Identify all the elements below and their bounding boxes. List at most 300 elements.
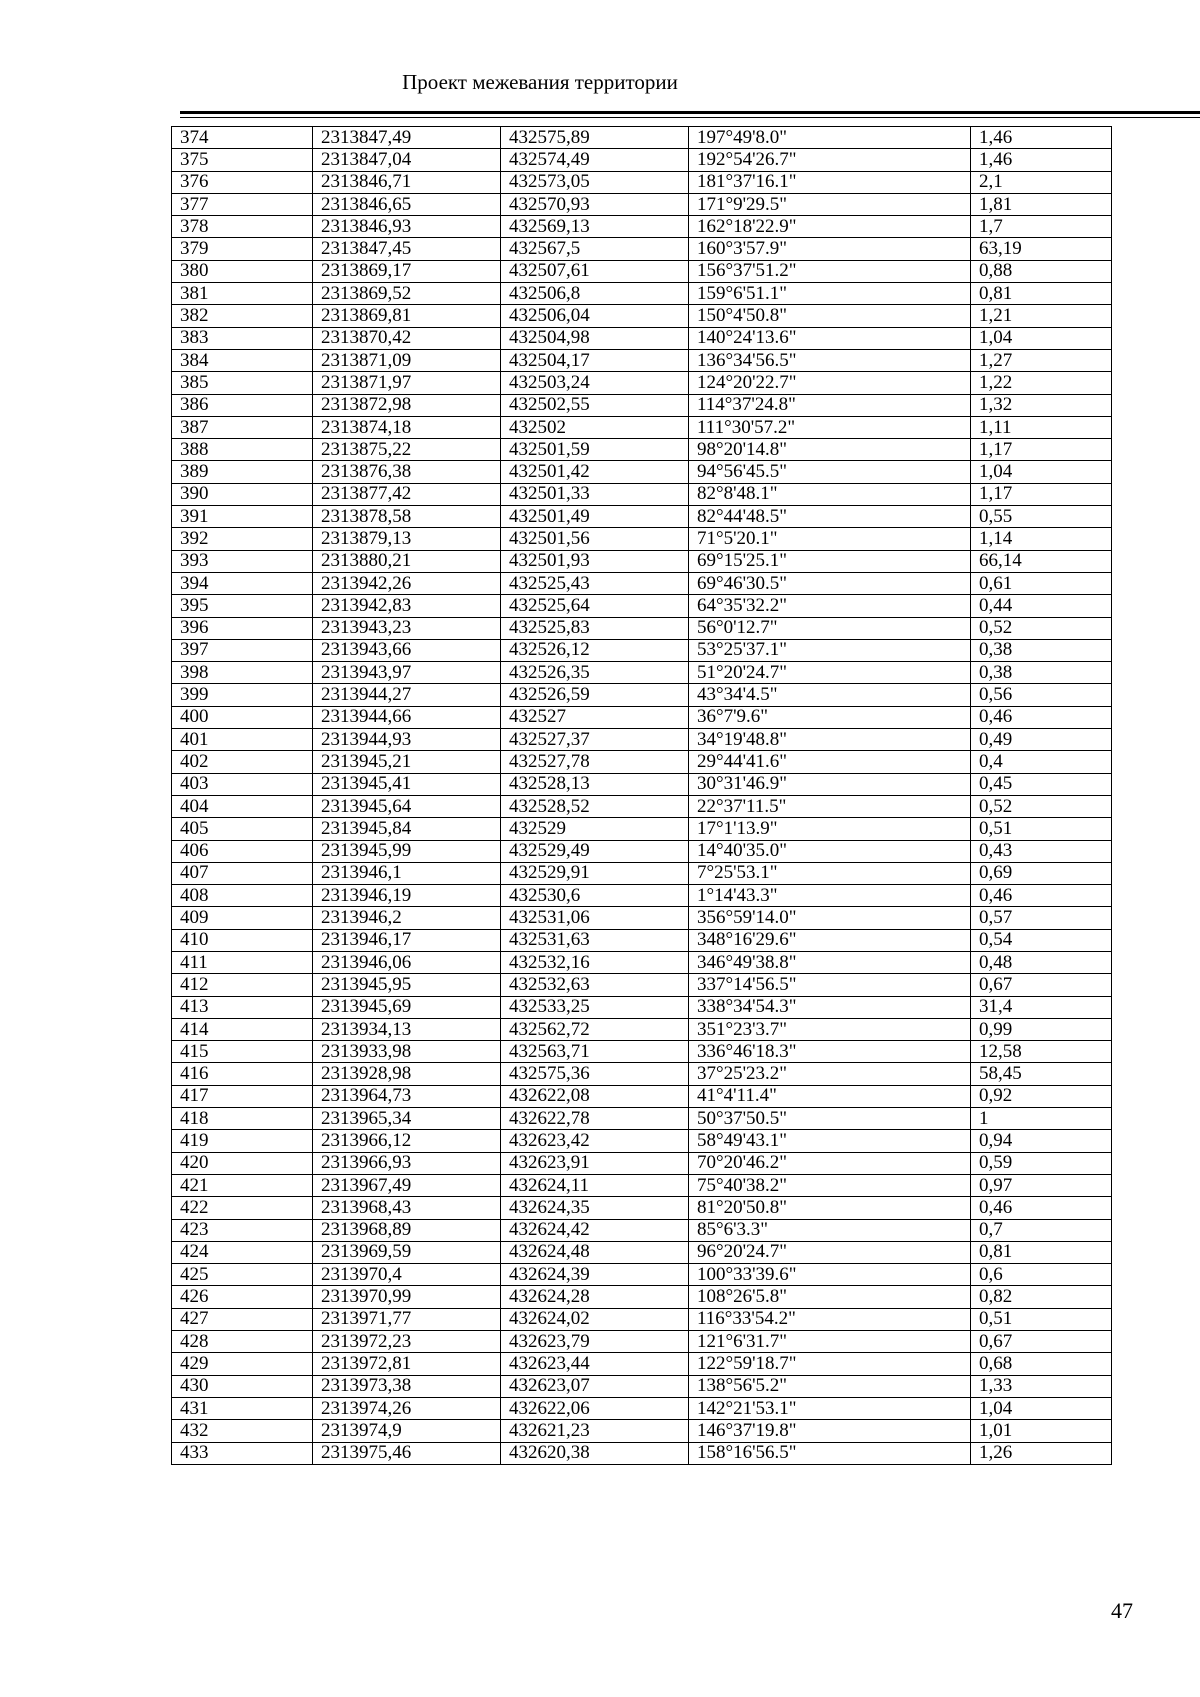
x-coordinate-cell: 2313944,27 [313, 684, 501, 706]
distance-cell: 66,14 [971, 550, 1112, 572]
bearing-cell: 162°18'22.9" [689, 216, 971, 238]
bearing-cell: 81°20'50.8" [689, 1197, 971, 1219]
y-coordinate-cell: 432624,39 [501, 1264, 689, 1286]
point-number-cell: 400 [172, 706, 313, 728]
table-row [172, 1018, 1112, 1040]
x-coordinate-cell: 2313944,93 [313, 729, 501, 751]
x-coordinate-cell: 2313869,17 [313, 260, 501, 282]
distance-cell: 0,97 [971, 1174, 1112, 1196]
table-row [172, 1108, 1112, 1130]
x-coordinate-cell: 2313879,13 [313, 528, 501, 550]
x-coordinate-cell: 2313846,65 [313, 193, 501, 215]
distance-cell: 0,55 [971, 506, 1112, 528]
y-coordinate-cell: 432622,06 [501, 1397, 689, 1419]
y-coordinate-cell: 432527 [501, 706, 689, 728]
y-coordinate-cell: 432623,44 [501, 1353, 689, 1375]
table-row [172, 305, 1112, 327]
bearing-cell: 336°46'18.3" [689, 1041, 971, 1063]
table-row [172, 283, 1112, 305]
table-row [172, 595, 1112, 617]
point-number-cell: 433 [172, 1442, 313, 1464]
bearing-cell: 41°4'11.4" [689, 1085, 971, 1107]
table-row [172, 149, 1112, 171]
distance-cell: 0,67 [971, 1331, 1112, 1353]
distance-cell: 1,81 [971, 193, 1112, 215]
bearing-cell: 108°26'5.8" [689, 1286, 971, 1308]
point-number-cell: 415 [172, 1041, 313, 1063]
table-row [172, 929, 1112, 951]
page-header: Проект межевания территории [402, 70, 678, 94]
y-coordinate-cell: 432501,49 [501, 506, 689, 528]
bearing-cell: 100°33'39.6" [689, 1264, 971, 1286]
y-coordinate-cell: 432526,35 [501, 662, 689, 684]
distance-cell: 0,45 [971, 773, 1112, 795]
table-row [172, 795, 1112, 817]
table-row [172, 1219, 1112, 1241]
distance-cell: 0,46 [971, 1197, 1112, 1219]
point-number-cell: 379 [172, 238, 313, 260]
x-coordinate-cell: 2313846,93 [313, 216, 501, 238]
table-row [172, 1085, 1112, 1107]
table-row [172, 238, 1112, 260]
x-coordinate-cell: 2313946,2 [313, 907, 501, 929]
x-coordinate-cell: 2313945,84 [313, 818, 501, 840]
page-number: 47 [1111, 1598, 1133, 1623]
table-row [172, 528, 1112, 550]
bearing-cell: 22°37'11.5" [689, 795, 971, 817]
x-coordinate-cell: 2313847,04 [313, 149, 501, 171]
point-number-cell: 423 [172, 1219, 313, 1241]
y-coordinate-cell: 432624,42 [501, 1219, 689, 1241]
distance-cell: 1,33 [971, 1375, 1112, 1397]
x-coordinate-cell: 2313946,19 [313, 885, 501, 907]
table-row [172, 193, 1112, 215]
x-coordinate-cell: 2313964,73 [313, 1085, 501, 1107]
x-coordinate-cell: 2313946,1 [313, 862, 501, 884]
point-number-cell: 428 [172, 1331, 313, 1353]
distance-cell: 1,32 [971, 394, 1112, 416]
point-number-cell: 411 [172, 951, 313, 973]
point-number-cell: 387 [172, 416, 313, 438]
table-row [172, 639, 1112, 661]
y-coordinate-cell: 432575,89 [501, 127, 689, 149]
bearing-cell: 98°20'14.8" [689, 439, 971, 461]
bearing-cell: 7°25'53.1" [689, 862, 971, 884]
distance-cell: 1,22 [971, 372, 1112, 394]
bearing-cell: 122°59'18.7" [689, 1353, 971, 1375]
point-number-cell: 419 [172, 1130, 313, 1152]
y-coordinate-cell: 432530,6 [501, 885, 689, 907]
table-row [172, 1397, 1112, 1419]
point-number-cell: 381 [172, 283, 313, 305]
point-number-cell: 414 [172, 1018, 313, 1040]
point-number-cell: 416 [172, 1063, 313, 1085]
x-coordinate-cell: 2313869,81 [313, 305, 501, 327]
distance-cell: 0,38 [971, 662, 1112, 684]
table-row [172, 171, 1112, 193]
table-row [172, 662, 1112, 684]
point-number-cell: 377 [172, 193, 313, 215]
y-coordinate-cell: 432620,38 [501, 1442, 689, 1464]
distance-cell: 1 [971, 1108, 1112, 1130]
table-row [172, 439, 1112, 461]
table-row [172, 684, 1112, 706]
bearing-cell: 1°14'43.3" [689, 885, 971, 907]
x-coordinate-cell: 2313872,98 [313, 394, 501, 416]
x-coordinate-cell: 2313970,4 [313, 1264, 501, 1286]
point-number-cell: 394 [172, 572, 313, 594]
distance-cell: 0,51 [971, 818, 1112, 840]
x-coordinate-cell: 2313945,21 [313, 751, 501, 773]
point-number-cell: 405 [172, 818, 313, 840]
table-row [172, 862, 1112, 884]
x-coordinate-cell: 2313945,69 [313, 996, 501, 1018]
distance-cell: 12,58 [971, 1041, 1112, 1063]
point-number-cell: 410 [172, 929, 313, 951]
table-row [172, 1174, 1112, 1196]
bearing-cell: 160°3'57.9" [689, 238, 971, 260]
point-number-cell: 412 [172, 974, 313, 996]
bearing-cell: 124°20'22.7" [689, 372, 971, 394]
y-coordinate-cell: 432575,36 [501, 1063, 689, 1085]
distance-cell: 1,17 [971, 439, 1112, 461]
point-number-cell: 427 [172, 1308, 313, 1330]
y-coordinate-cell: 432622,08 [501, 1085, 689, 1107]
distance-cell: 0,82 [971, 1286, 1112, 1308]
distance-cell: 2,1 [971, 171, 1112, 193]
y-coordinate-cell: 432506,8 [501, 283, 689, 305]
x-coordinate-cell: 2313966,12 [313, 1130, 501, 1152]
table-row [172, 1241, 1112, 1263]
point-number-cell: 374 [172, 127, 313, 149]
y-coordinate-cell: 432623,79 [501, 1331, 689, 1353]
x-coordinate-cell: 2313847,45 [313, 238, 501, 260]
distance-cell: 0,68 [971, 1353, 1112, 1375]
bearing-cell: 348°16'29.6" [689, 929, 971, 951]
bearing-cell: 192°54'26.7" [689, 149, 971, 171]
table-row [172, 840, 1112, 862]
bearing-cell: 75°40'38.2" [689, 1174, 971, 1196]
y-coordinate-cell: 432624,11 [501, 1174, 689, 1196]
x-coordinate-cell: 2313975,46 [313, 1442, 501, 1464]
table-row [172, 773, 1112, 795]
table-row [172, 951, 1112, 973]
bearing-cell: 114°37'24.8" [689, 394, 971, 416]
point-number-cell: 413 [172, 996, 313, 1018]
bearing-cell: 56°0'12.7" [689, 617, 971, 639]
point-number-cell: 402 [172, 751, 313, 773]
x-coordinate-cell: 2313972,23 [313, 1331, 501, 1353]
x-coordinate-cell: 2313846,71 [313, 171, 501, 193]
bearing-cell: 69°46'30.5" [689, 572, 971, 594]
distance-cell: 1,26 [971, 1442, 1112, 1464]
y-coordinate-cell: 432529 [501, 818, 689, 840]
distance-cell: 0,94 [971, 1130, 1112, 1152]
y-coordinate-cell: 432526,12 [501, 639, 689, 661]
y-coordinate-cell: 432501,59 [501, 439, 689, 461]
x-coordinate-cell: 2313946,06 [313, 951, 501, 973]
table-row [172, 372, 1112, 394]
bearing-cell: 146°37'19.8" [689, 1420, 971, 1442]
table-row [172, 216, 1112, 238]
bearing-cell: 156°37'51.2" [689, 260, 971, 282]
point-number-cell: 382 [172, 305, 313, 327]
y-coordinate-cell: 432622,78 [501, 1108, 689, 1130]
x-coordinate-cell: 2313973,38 [313, 1375, 501, 1397]
point-number-cell: 408 [172, 885, 313, 907]
y-coordinate-cell: 432623,07 [501, 1375, 689, 1397]
point-number-cell: 399 [172, 684, 313, 706]
x-coordinate-cell: 2313943,66 [313, 639, 501, 661]
y-coordinate-cell: 432529,49 [501, 840, 689, 862]
bearing-cell: 58°49'43.1" [689, 1130, 971, 1152]
distance-cell: 1,7 [971, 216, 1112, 238]
distance-cell: 0,51 [971, 1308, 1112, 1330]
point-number-cell: 395 [172, 595, 313, 617]
distance-cell: 0,46 [971, 885, 1112, 907]
bearing-cell: 82°8'48.1" [689, 483, 971, 505]
y-coordinate-cell: 432528,13 [501, 773, 689, 795]
x-coordinate-cell: 2313971,77 [313, 1308, 501, 1330]
bearing-cell: 96°20'24.7" [689, 1241, 971, 1263]
x-coordinate-cell: 2313974,26 [313, 1397, 501, 1419]
point-number-cell: 388 [172, 439, 313, 461]
x-coordinate-cell: 2313945,41 [313, 773, 501, 795]
distance-cell: 1,27 [971, 349, 1112, 371]
point-number-cell: 424 [172, 1241, 313, 1263]
y-coordinate-cell: 432501,42 [501, 461, 689, 483]
distance-cell: 0,6 [971, 1264, 1112, 1286]
table-row [172, 327, 1112, 349]
distance-cell: 0,43 [971, 840, 1112, 862]
bearing-cell: 82°44'48.5" [689, 506, 971, 528]
distance-cell: 1,04 [971, 461, 1112, 483]
x-coordinate-cell: 2313967,49 [313, 1174, 501, 1196]
x-coordinate-cell: 2313877,42 [313, 483, 501, 505]
y-coordinate-cell: 432504,98 [501, 327, 689, 349]
y-coordinate-cell: 432526,59 [501, 684, 689, 706]
distance-cell: 0,67 [971, 974, 1112, 996]
bearing-cell: 17°1'13.9" [689, 818, 971, 840]
y-coordinate-cell: 432573,05 [501, 171, 689, 193]
y-coordinate-cell: 432501,33 [501, 483, 689, 505]
point-number-cell: 375 [172, 149, 313, 171]
table-row [172, 974, 1112, 996]
table-row [172, 1308, 1112, 1330]
point-number-cell: 429 [172, 1353, 313, 1375]
y-coordinate-cell: 432502,55 [501, 394, 689, 416]
y-coordinate-cell: 432528,52 [501, 795, 689, 817]
distance-cell: 0,7 [971, 1219, 1112, 1241]
point-number-cell: 422 [172, 1197, 313, 1219]
bearing-cell: 51°20'24.7" [689, 662, 971, 684]
bearing-cell: 43°34'4.5" [689, 684, 971, 706]
bearing-cell: 53°25'37.1" [689, 639, 971, 661]
table-row [172, 1286, 1112, 1308]
x-coordinate-cell: 2313968,43 [313, 1197, 501, 1219]
y-coordinate-cell: 432501,93 [501, 550, 689, 572]
table-row [172, 885, 1112, 907]
point-number-cell: 380 [172, 260, 313, 282]
y-coordinate-cell: 432574,49 [501, 149, 689, 171]
table-row [172, 1442, 1112, 1464]
distance-cell: 0,88 [971, 260, 1112, 282]
table-row [172, 1420, 1112, 1442]
bearing-cell: 116°33'54.2" [689, 1308, 971, 1330]
point-number-cell: 396 [172, 617, 313, 639]
table-row [172, 550, 1112, 572]
bearing-cell: 121°6'31.7" [689, 1331, 971, 1353]
distance-cell: 1,01 [971, 1420, 1112, 1442]
point-number-cell: 432 [172, 1420, 313, 1442]
x-coordinate-cell: 2313942,26 [313, 572, 501, 594]
point-number-cell: 401 [172, 729, 313, 751]
x-coordinate-cell: 2313847,49 [313, 127, 501, 149]
point-number-cell: 404 [172, 795, 313, 817]
table-row [172, 127, 1112, 149]
point-number-cell: 420 [172, 1152, 313, 1174]
y-coordinate-cell: 432569,13 [501, 216, 689, 238]
y-coordinate-cell: 432501,56 [501, 528, 689, 550]
table-row [172, 729, 1112, 751]
y-coordinate-cell: 432570,93 [501, 193, 689, 215]
distance-cell: 0,4 [971, 751, 1112, 773]
x-coordinate-cell: 2313871,97 [313, 372, 501, 394]
distance-cell: 1,11 [971, 416, 1112, 438]
y-coordinate-cell: 432529,91 [501, 862, 689, 884]
bearing-cell: 85°6'3.3" [689, 1219, 971, 1241]
x-coordinate-cell: 2313876,38 [313, 461, 501, 483]
y-coordinate-cell: 432527,78 [501, 751, 689, 773]
x-coordinate-cell: 2313880,21 [313, 550, 501, 572]
bearing-cell: 181°37'16.1" [689, 171, 971, 193]
y-coordinate-cell: 432531,63 [501, 929, 689, 951]
y-coordinate-cell: 432533,25 [501, 996, 689, 1018]
y-coordinate-cell: 432532,16 [501, 951, 689, 973]
y-coordinate-cell: 432525,43 [501, 572, 689, 594]
point-number-cell: 430 [172, 1375, 313, 1397]
table-row [172, 349, 1112, 371]
distance-cell: 31,4 [971, 996, 1112, 1018]
x-coordinate-cell: 2313944,66 [313, 706, 501, 728]
bearing-cell: 356°59'14.0" [689, 907, 971, 929]
x-coordinate-cell: 2313942,83 [313, 595, 501, 617]
distance-cell: 0,54 [971, 929, 1112, 951]
point-number-cell: 392 [172, 528, 313, 550]
x-coordinate-cell: 2313946,17 [313, 929, 501, 951]
table-row [172, 818, 1112, 840]
distance-cell: 0,92 [971, 1085, 1112, 1107]
bearing-cell: 111°30'57.2" [689, 416, 971, 438]
x-coordinate-cell: 2313934,13 [313, 1018, 501, 1040]
x-coordinate-cell: 2313943,97 [313, 662, 501, 684]
bearing-cell: 69°15'25.1" [689, 550, 971, 572]
y-coordinate-cell: 432623,42 [501, 1130, 689, 1152]
y-coordinate-cell: 432527,37 [501, 729, 689, 751]
y-coordinate-cell: 432624,28 [501, 1286, 689, 1308]
distance-cell: 0,57 [971, 907, 1112, 929]
table-row [172, 1331, 1112, 1353]
x-coordinate-cell: 2313870,42 [313, 327, 501, 349]
bearing-cell: 337°14'56.5" [689, 974, 971, 996]
distance-cell: 1,14 [971, 528, 1112, 550]
bearing-cell: 94°56'45.5" [689, 461, 971, 483]
distance-cell: 0,99 [971, 1018, 1112, 1040]
table-row [172, 260, 1112, 282]
y-coordinate-cell: 432624,48 [501, 1241, 689, 1263]
point-number-cell: 406 [172, 840, 313, 862]
table-row [172, 1353, 1112, 1375]
y-coordinate-cell: 432562,72 [501, 1018, 689, 1040]
x-coordinate-cell: 2313968,89 [313, 1219, 501, 1241]
point-number-cell: 376 [172, 171, 313, 193]
bearing-cell: 14°40'35.0" [689, 840, 971, 862]
distance-cell: 1,46 [971, 149, 1112, 171]
x-coordinate-cell: 2313965,34 [313, 1108, 501, 1130]
distance-cell: 0,56 [971, 684, 1112, 706]
x-coordinate-cell: 2313966,93 [313, 1152, 501, 1174]
point-number-cell: 398 [172, 662, 313, 684]
distance-cell: 0,49 [971, 729, 1112, 751]
bearing-cell: 37°25'23.2" [689, 1063, 971, 1085]
table-row [172, 1041, 1112, 1063]
y-coordinate-cell: 432532,63 [501, 974, 689, 996]
distance-cell: 0,44 [971, 595, 1112, 617]
point-number-cell: 390 [172, 483, 313, 505]
x-coordinate-cell: 2313869,52 [313, 283, 501, 305]
bearing-cell: 197°49'8.0" [689, 127, 971, 149]
y-coordinate-cell: 432525,83 [501, 617, 689, 639]
y-coordinate-cell: 432502 [501, 416, 689, 438]
bearing-cell: 158°16'56.5" [689, 1442, 971, 1464]
x-coordinate-cell: 2313933,98 [313, 1041, 501, 1063]
table-row [172, 394, 1112, 416]
distance-cell: 0,52 [971, 617, 1112, 639]
point-number-cell: 426 [172, 1286, 313, 1308]
point-number-cell: 385 [172, 372, 313, 394]
coordinates-table [171, 126, 1112, 1465]
y-coordinate-cell: 432567,5 [501, 238, 689, 260]
y-coordinate-cell: 432503,24 [501, 372, 689, 394]
x-coordinate-cell: 2313945,64 [313, 795, 501, 817]
distance-cell: 0,48 [971, 951, 1112, 973]
bearing-cell: 338°34'54.3" [689, 996, 971, 1018]
bearing-cell: 64°35'32.2" [689, 595, 971, 617]
bearing-cell: 159°6'51.1" [689, 283, 971, 305]
point-number-cell: 407 [172, 862, 313, 884]
distance-cell: 0,52 [971, 795, 1112, 817]
y-coordinate-cell: 432504,17 [501, 349, 689, 371]
bearing-cell: 138°56'5.2" [689, 1375, 971, 1397]
y-coordinate-cell: 432507,61 [501, 260, 689, 282]
x-coordinate-cell: 2313945,95 [313, 974, 501, 996]
y-coordinate-cell: 432563,71 [501, 1041, 689, 1063]
x-coordinate-cell: 2313928,98 [313, 1063, 501, 1085]
y-coordinate-cell: 432506,04 [501, 305, 689, 327]
point-number-cell: 386 [172, 394, 313, 416]
table-row [172, 572, 1112, 594]
point-number-cell: 431 [172, 1397, 313, 1419]
table-row [172, 1197, 1112, 1219]
bearing-cell: 351°23'3.7" [689, 1018, 971, 1040]
bearing-cell: 136°34'56.5" [689, 349, 971, 371]
distance-cell: 1,17 [971, 483, 1112, 505]
table-row [172, 1375, 1112, 1397]
bearing-cell: 71°5'20.1" [689, 528, 971, 550]
x-coordinate-cell: 2313945,99 [313, 840, 501, 862]
distance-cell: 0,81 [971, 1241, 1112, 1263]
table-row [172, 1130, 1112, 1152]
